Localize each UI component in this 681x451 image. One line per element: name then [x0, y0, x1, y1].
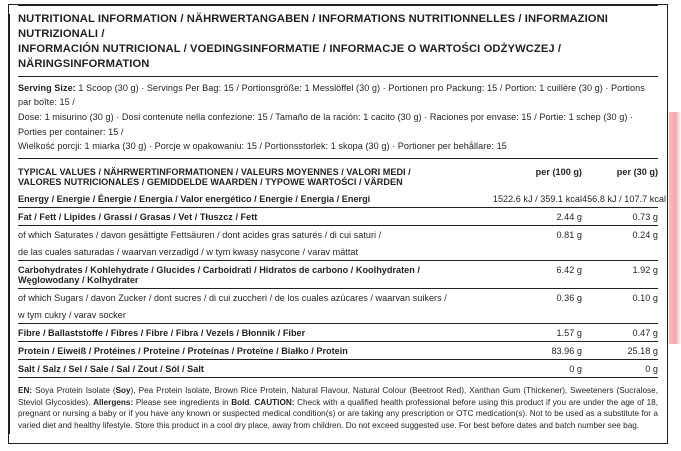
row-value-saturates-100g: 0.81 g [556, 229, 582, 240]
caution-text: Check with a qualified health professional before using this product if you are under the age of 18, pregnant or nursing a baby or if you have any known or suspected medical condition(s) or are taking any prescription or OTC medication(s). Not to be used as a substitute for a varied diet and healthy lifestyle. Store this product in a cool dry place, away from children. Do not exceed suggested use. For best before dates and batch number see bag. [18, 397, 658, 431]
table-row [18, 226, 658, 244]
serving-size-label: Serving Size: [18, 82, 76, 93]
serving-line-1 [18, 81, 658, 110]
serving-divider [18, 158, 658, 159]
row-label-fibre: Fibre / Ballaststoffe / Fibres / Fibre / Fibra / Vezels / Błonnik / Fiber [18, 324, 470, 342]
row-label-saturates: of which Saturates / davon gesättigte Fettsäuren / dont acides gras saturés / di cui saturi / [18, 229, 382, 240]
panel-title [18, 12, 658, 72]
serving-line-2: Dose: 1 misurino (30 g) · Dosi contenute nella confezione: 15 / Tamaño de la ración: 1 cacito (30 g) · Raciones por envase: 15 / Portie: 1 schep (30 g) · Porties per container: 15 / [18, 112, 634, 137]
allergens-label: Allergens: [93, 397, 134, 407]
serving-info [18, 81, 658, 155]
typical-values-line-1: TYPICAL VALUES / NÄHRWERTINFORMATIONEN / VALEURS MOYENNES / VALORI MEDI / [18, 166, 411, 177]
row-label-sugars-continued: w tym cukry / varav socker [18, 306, 470, 324]
table-row [18, 324, 658, 342]
panel-edge-bottom [18, 443, 658, 445]
panel-edge-right [667, 14, 669, 434]
panel-edge-left [8, 14, 10, 434]
row-value-carbohydrates-30g: 1.92 g [582, 261, 658, 289]
table-row [18, 289, 658, 307]
table-row-continuation [18, 306, 658, 324]
ingredients-and-warnings [18, 385, 658, 432]
panel-corner-bottom-right [651, 427, 668, 444]
row-label-protein: Protein / Eiweiß / Protéines / Proteine / Proteínas / Proteïne / Białko / Protein [18, 342, 470, 360]
allergen-soy: Soy [115, 386, 131, 396]
panel-edge-top [18, 4, 658, 6]
row-label-sugars: of which Sugars / davon Zucker / dont sucres / di cui zuccheri / de los cuales azúcares / waarvan suikers / [18, 292, 447, 303]
table-row [18, 190, 658, 208]
row-label-fat: Fat / Fett / Lipides / Grassi / Grasas / Vet / Tłuszcz / Fett [18, 208, 470, 226]
panel-title-line-2: INFORMACIÓN NUTRICIONAL / VOEDINGSINFORMATIE / INFORMACJE O WARTOŚCI ODŻYWCZEJ / NÄRINGSINFORMATION [18, 42, 562, 70]
row-value-protein-100g: 83.96 g [470, 342, 582, 360]
caution-label: CAUTION: [254, 397, 295, 407]
serving-line-3: Wielkość porcji: 1 miarka (30 g) · Porcje w opakowaniu: 15 / Portionsstorlek: 1 skopa (30 g) · Portioner per behållare: 15 [18, 141, 507, 152]
row-value-fat-100g: 2.44 g [470, 208, 582, 226]
table-header-row [18, 163, 658, 190]
table-row [18, 261, 658, 289]
panel-corner-top-right [651, 4, 668, 21]
row-value-fat-30g: 0.73 g [582, 208, 658, 226]
column-header-per-30g: per (30 g) [616, 166, 658, 177]
row-value-energy-30g: 456.8 kJ / 107.7 kcal [582, 190, 658, 208]
nutrition-table [18, 163, 667, 378]
row-value-fibre-30g: 0.47 g [582, 324, 658, 342]
table-row-continuation [18, 243, 658, 261]
column-header-per-100g: per (100 g) [535, 166, 582, 177]
row-label-energy: Energy / Energie / Énergie / Energia / Valor energético / Energie / Energia / Energi [18, 190, 470, 208]
decorative-pink-strip [669, 112, 681, 344]
row-value-salt-30g: 0 g [582, 360, 658, 378]
allergens-bold-word: Bold [231, 397, 250, 407]
nutrition-panel [8, 4, 668, 444]
row-value-carbohydrates-100g: 6.42 g [470, 261, 582, 289]
table-row [18, 208, 658, 226]
row-value-sugars-100g: 0.36 g [556, 292, 582, 303]
ingredients-text-rest: ), Pea Protein Isolate, Brown Rice Protein, Natural Flavour, Natural Colour (Beetroot Red), Xanthan Gum (Thickener), Sweeteners (Sucralose, Steviol Glycosides). [18, 386, 658, 407]
serving-line-1-text: 1 Scoop (30 g) · Servings Per Bag: 15 / Portionsgröße: 1 Messlöffel (30 g) · Portionen pro Packung: 15 / Portion: 1 cuillère (30 g) · Portions par boîte: 15 / [18, 82, 645, 108]
panel-corner-bottom-left [8, 427, 25, 444]
panel-title-line-1: NUTRITIONAL INFORMATION / NÄHRWERTANGABEN / INFORMATIONS NUTRITIONNELLES / INFORMAZIONI NUTRIZIONALI / [18, 13, 608, 40]
row-value-salt-100g: 0 g [470, 360, 582, 378]
typical-values-heading [18, 163, 470, 190]
row-value-sugars-30g: 0.10 g [632, 292, 658, 303]
allergens-text-rest: . [249, 397, 255, 407]
row-value-saturates-30g: 0.24 g [632, 229, 658, 240]
row-value-protein-30g: 25.18 g [582, 342, 658, 360]
row-value-energy-100g: 1522.6 kJ / 359.1 kcal [470, 190, 582, 208]
language-label-en: EN: [18, 386, 33, 396]
table-row [18, 342, 658, 360]
panel-corner-top-left [8, 4, 25, 21]
allergens-text: Please see ingredients in [133, 397, 232, 407]
row-label-salt: Salt / Salz / Sel / Sale / Sal / Zout / Sól / Salt [18, 360, 470, 378]
row-value-fibre-100g: 1.57 g [470, 324, 582, 342]
typical-values-line-2: VALORES NUTRICIONALES / GEMIDDELDE WAARDEN / TYPOWE WARTOŚCI / VÄRDEN [18, 176, 403, 187]
row-label-saturates-continued: de las cuales saturadas / waarvan verzadigd / w tym kwasy nasycone / varav mättat [18, 243, 470, 261]
row-label-carbohydrates: Carbohydrates / Kohlehydrate / Glucides / Carboidrati / Hidratos de carbono / Koolhydraten / Węglowodany / Kolhydrater [18, 261, 470, 289]
title-divider [18, 76, 658, 77]
ingredients-text-start: Soya Protein Isolate ( [32, 386, 116, 396]
table-row [18, 360, 658, 378]
